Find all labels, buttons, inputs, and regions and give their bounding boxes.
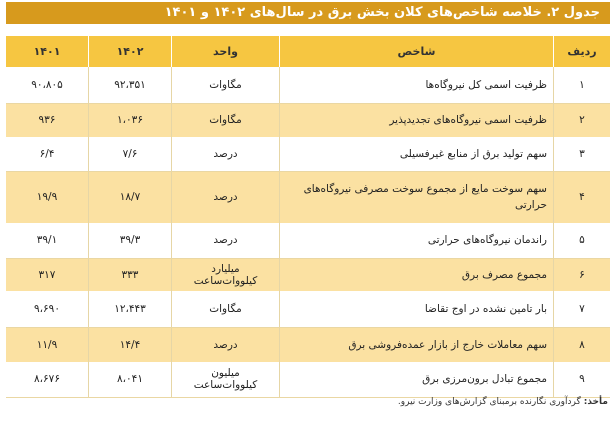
value-1402: ۱۲،۴۴۳ <box>89 291 172 327</box>
indicator-name: سهم معاملات خارج از بازار عمده‌فروشی برق <box>280 327 554 362</box>
value-1402: ۱،۰۳۶ <box>89 103 172 137</box>
value-1401: ۳۱۷ <box>6 258 89 291</box>
indicator-unit: درصد <box>172 171 280 223</box>
table-row <box>6 291 610 327</box>
table-row <box>6 258 610 291</box>
table-row <box>6 67 610 103</box>
row-number: ۳ <box>554 137 611 171</box>
indicator-name: سهم تولید برق از منابع غیرفسیلی <box>280 137 554 171</box>
table-title: جدول ۲. خلاصه شاخص‌های کلان بخش برق در سال‌های ۱۴۰۲ و ۱۴۰۱ <box>6 2 610 24</box>
value-1402: ۱۴/۴ <box>89 327 172 362</box>
header-indicator: شاخص <box>280 36 554 67</box>
source-text: گردآوری نگارنده برمبنای گزارش‌های وزارت نیرو. <box>397 397 581 407</box>
indicator-name: بار تامین نشده در اوج تقاضا <box>280 291 554 327</box>
indicator-unit: درصد <box>172 327 280 362</box>
indicator-name: ظرفیت اسمی نیروگاه‌های تجدیدپذیر <box>280 103 554 137</box>
indicator-unit: مگاوات <box>172 103 280 137</box>
row-number: ۶ <box>554 258 611 291</box>
table-row <box>6 223 610 258</box>
value-1401: ۸،۶۷۶ <box>6 362 89 397</box>
row-number: ۱ <box>554 67 611 103</box>
header-row-number: ردیف <box>554 36 611 67</box>
header-year-1402: ۱۴۰۲ <box>89 36 172 67</box>
table-row <box>6 137 610 171</box>
value-1401: ۶/۴ <box>6 137 89 171</box>
row-number: ۹ <box>554 362 611 397</box>
value-1401: ۹۳۶ <box>6 103 89 137</box>
row-number: ۵ <box>554 223 611 258</box>
indicator-name: ظرفیت اسمی کل نیروگاه‌ها <box>280 67 554 103</box>
value-1401: ۹،۶۹۰ <box>6 291 89 327</box>
row-number: ۷ <box>554 291 611 327</box>
value-1401: ۳۹/۱ <box>6 223 89 258</box>
indicator-name: مجموع مصرف برق <box>280 258 554 291</box>
source-note <box>398 397 608 407</box>
value-1402: ۸،۰۴۱ <box>89 362 172 397</box>
table-header-row <box>6 36 610 67</box>
source-label: مأخذ: <box>583 397 608 407</box>
value-1401: ۱۹/۹ <box>6 171 89 223</box>
value-1402: ۳۹/۳ <box>89 223 172 258</box>
value-1402: ۱۸/۷ <box>89 171 172 223</box>
row-number: ۲ <box>554 103 611 137</box>
value-1401: ۱۱/۹ <box>6 327 89 362</box>
table-row <box>6 103 610 137</box>
header-unit: واحد <box>172 36 280 67</box>
table-row <box>6 171 610 223</box>
indicator-unit: میلیون کیلووات‌ساعت <box>172 362 280 397</box>
indicator-unit: درصد <box>172 223 280 258</box>
indicator-name: سهم سوخت مایع از مجموع سوخت مصرفی نیروگاه‌های حرارتی <box>280 171 554 223</box>
value-1401: ۹۰،۸۰۵ <box>6 67 89 103</box>
indicator-name: مجموع تبادل برون‌مرزی برق <box>280 362 554 397</box>
header-year-1401: ۱۴۰۱ <box>6 36 89 67</box>
table-row <box>6 327 610 362</box>
value-1402: ۷/۶ <box>89 137 172 171</box>
indicators-table <box>6 36 610 398</box>
indicator-unit: درصد <box>172 137 280 171</box>
row-number: ۴ <box>554 171 611 223</box>
indicator-name: راندمان نیروگاه‌های حرارتی <box>280 223 554 258</box>
row-number: ۸ <box>554 327 611 362</box>
value-1402: ۹۲،۳۵۱ <box>89 67 172 103</box>
indicator-unit: مگاوات <box>172 67 280 103</box>
indicator-unit: مگاوات <box>172 291 280 327</box>
value-1402: ۳۳۳ <box>89 258 172 291</box>
table-row <box>6 362 610 397</box>
indicator-unit: میلیارد کیلووات‌ساعت <box>172 258 280 291</box>
